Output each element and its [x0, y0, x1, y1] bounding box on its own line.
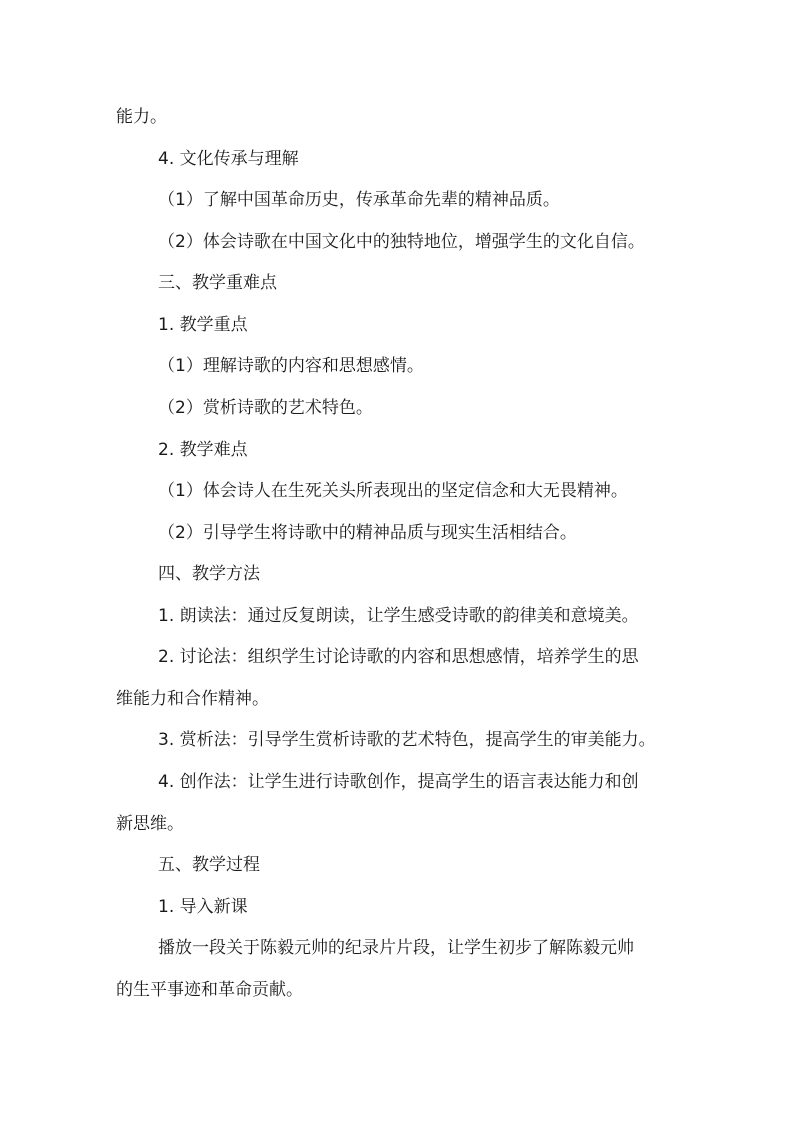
- section-heading-process: 五、教学过程: [158, 855, 260, 875]
- section-heading-methods: 四、教学方法: [158, 564, 260, 584]
- method-item-continuation: 新思维。: [116, 814, 184, 834]
- paragraph-text-continuation: 的生平事迹和革命贡献。: [116, 980, 303, 1000]
- list-item: （2）引导学生将诗歌中的精神品质与现实生活相结合。: [158, 523, 577, 543]
- method-item: 4. 创作法：让学生进行诗歌创作，提高学生的语言表达能力和创: [158, 772, 639, 792]
- method-item: 3. 赏析法：引导学生赏析诗歌的艺术特色，提高学生的审美能力。: [158, 730, 656, 750]
- subheading-difficulties: 2. 教学难点: [158, 440, 248, 460]
- list-item: （1）理解诗歌的内容和思想感情。: [158, 356, 424, 376]
- method-item: 1. 朗读法：通过反复朗读，让学生感受诗歌的韵律美和意境美。: [158, 606, 639, 626]
- list-item: （2）赏析诗歌的艺术特色。: [158, 398, 373, 418]
- method-item-continuation: 维能力和合作精神。: [116, 689, 269, 709]
- section-heading-key-difficulties: 三、教学重难点: [158, 273, 277, 293]
- subheading-cultural-heritage: 4. 文化传承与理解: [158, 149, 299, 169]
- method-item: 2. 讨论法：组织学生讨论诗歌的内容和思想感情，培养学生的思: [158, 647, 639, 667]
- text-line-continuation: 能力。: [116, 107, 167, 127]
- list-item: （1）了解中国革命历史，传承革命先辈的精神品质。: [158, 190, 560, 210]
- list-item: （2）体会诗歌在中国文化中的独特地位，增强学生的文化自信。: [158, 232, 645, 252]
- list-item: （1）体会诗人在生死关头所表现出的坚定信念和大无畏精神。: [158, 481, 628, 501]
- paragraph-text: 播放一段关于陈毅元帅的纪录片片段，让学生初步了解陈毅元帅: [158, 938, 634, 958]
- subheading-key-points: 1. 教学重点: [158, 315, 248, 335]
- subheading-introduction: 1. 导入新课: [158, 897, 248, 917]
